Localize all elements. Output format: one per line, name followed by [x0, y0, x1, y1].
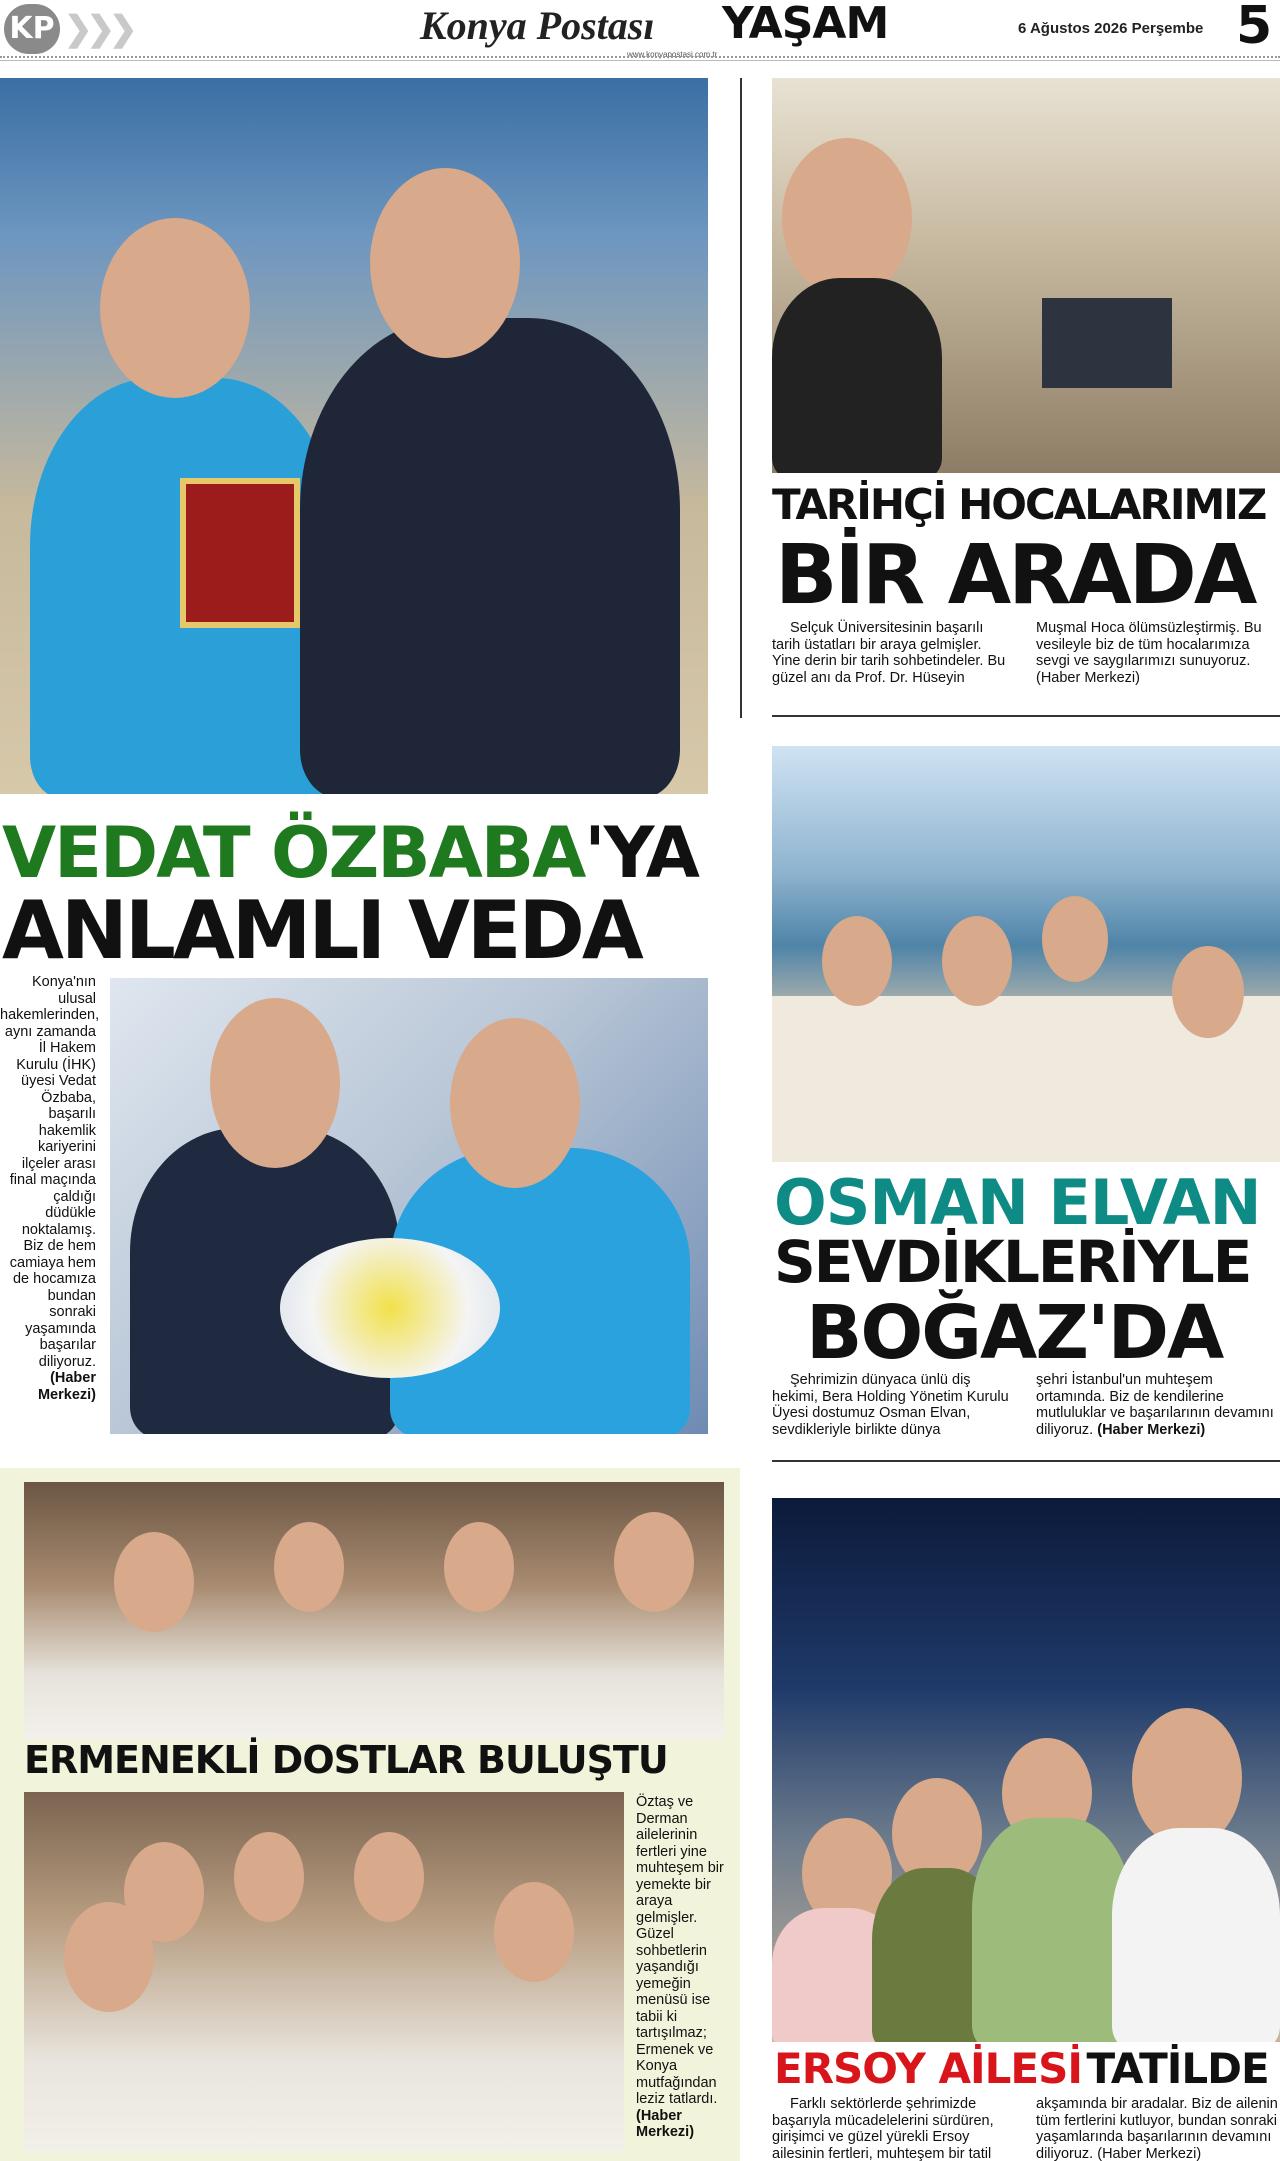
figure-head [274, 1522, 344, 1612]
header-rule [0, 56, 1280, 61]
monitor-icon [1042, 298, 1172, 388]
figure-head [782, 138, 912, 298]
figure-head [1132, 1708, 1242, 1848]
ersoy-col-2: akşamında bir aradalar. Biz de ailenin tüm fertlerini kutluyor, bundan sonraki yaşamlarında başarılarının devamını diliyoruz. (Haber Merkezi) [1036, 2096, 1278, 2161]
photo-bosphorus-dinner [772, 746, 1280, 1162]
headline-osman-3: BOĞAZ'DA [806, 1290, 1223, 1376]
headline-ersoy [774, 2044, 1269, 2093]
photo-farewell-flowers [110, 978, 708, 1434]
figure-head [210, 998, 340, 1168]
tarihci-col-2: Muşmal Hoca ölümsüzleştirmiş. Bu vesileyle biz de tüm hocalarımıza sevgi ve saygılarımızı sunuyoruz. (Haber Merkezi) [1036, 620, 1262, 686]
figure-person [772, 278, 942, 473]
figure-person [972, 1818, 1132, 2042]
ermenek-body [636, 1794, 732, 2141]
figure-head [494, 1882, 574, 1982]
figure-head [822, 916, 892, 1006]
column-divider [740, 78, 742, 718]
osman-credit: (Haber Merkezi) [1097, 1421, 1206, 1438]
osman-col-1: Şehrimizin dünyaca ünlü diş hekimi, Bera Holding Yönetim Kurulu Üyesi dostumuz Osman Elvan, sevdikleriyle birlikte dünya [772, 1372, 1009, 1438]
headline-vedat-green: VEDAT ÖZBABA [2, 812, 585, 894]
issue-date: 6 Ağustos 2026 Perşembe [1018, 20, 1204, 37]
kp-logo: KP [4, 4, 60, 54]
vedat-body-text: Konya'nın ulusal hakemlerinden, aynı zamanda İl Hakem Kurulu (İHK) üyesi Vedat Özbaba, başarılı hakemlik kariyerini ilçeler arası final maçında çaldığı düdükle noktalamış. Biz de hem camiaya hem de hocamıza bundan sonraki yaşamında başarılar diliyoruz. [0, 974, 100, 1370]
headline-vedat-2: ANLAMLI VEDA [2, 884, 641, 977]
bouquet-icon [280, 1238, 500, 1378]
ermenek-body-text: Öztaş ve Derman ailelerinin fertleri yine muhteşem bir yemekte bir araya gelmişler. Güzel sohbetlerin yaşandığı yemeğin menüsü ise tabii ki tartışılmaz; Ermenek ve Konya mutfağından leziz tatlardı. [636, 1794, 724, 2107]
headline-osman-name: OSMAN ELVAN [774, 1166, 1261, 1239]
headline-tarihci-1: TARİHÇİ HOCALARIMIZ [772, 480, 1266, 529]
page-number: 5 [1236, 0, 1273, 56]
section-name: YAŞAM [722, 0, 889, 49]
masthead [0, 0, 1280, 62]
figure-head [450, 1018, 580, 1188]
figure-head [1172, 946, 1244, 1038]
photo-ersoy-holiday [772, 1498, 1280, 2042]
figure-person [1112, 1828, 1280, 2042]
photo-ermenek-dinner-1 [24, 1482, 724, 1740]
photo-historians [772, 78, 1280, 473]
ermenek-credit: (Haber Merkezi) [636, 2107, 695, 2140]
figure-head [942, 916, 1012, 1006]
figure-head [354, 1832, 424, 1922]
headline-ermenek: ERMENEKLİ DOSTLAR BULUŞTU [24, 1738, 668, 1782]
plaque-icon [180, 478, 300, 628]
ersoy-col-1: Farklı sektörlerde şehrimizde başarıyla mücadelelerini sürdüren, girişimci ve güzel yürekli Ersoy ailesinin fertleri, muhteşem bir tatil [772, 2096, 994, 2161]
photo-plaque-ceremony [0, 78, 708, 794]
rule-osman [772, 1460, 1280, 1462]
photo-ermenek-dinner-2 [24, 1792, 624, 2152]
figure-official [300, 318, 680, 794]
headline-vedat-suffix: 'YA [584, 812, 698, 894]
tarihci-col-1: Selçuk Üniversitesinin başarılı tarih üstatları bir araya gelmişler. Yine derin bir tarih sohbetindeler. Bu güzel anı da Prof. Dr. Hüseyin [772, 620, 1006, 686]
figure-head [100, 218, 250, 398]
paper-name: Konya Postası [420, 3, 655, 48]
figure-head [64, 1902, 154, 2012]
osman-col-2-text: şehri İstanbul'un muhteşem ortamında. Biz de kendilerine mutluluklar ve başarılarının devamını diliyoruz. [1036, 1372, 1274, 1438]
headline-ersoy-suffix: TATİLDE [1086, 2044, 1269, 2093]
vedat-credit: (Haber Merkezi) [37, 1370, 96, 1403]
figure-head [1042, 896, 1108, 982]
figure-head [444, 1522, 514, 1612]
headline-osman-2: SEVDİKLERİYLE [774, 1228, 1251, 1296]
figure-head [234, 1832, 304, 1922]
vedat-body [0, 974, 100, 1403]
rule-tarihci [772, 715, 1280, 717]
headline-ersoy-red: ERSOY AİLESİ [774, 2044, 1082, 2093]
figure-head [614, 1512, 694, 1612]
osman-col-2 [1036, 1372, 1280, 1438]
headline-tarihci-2: BİR ARADA [775, 528, 1255, 623]
figure-head [370, 168, 520, 358]
headline-vedat-name [2, 812, 698, 894]
chevrons-icon: ❯❯❯ [64, 10, 132, 48]
site-url: www.konyapostasi.com.tr [627, 50, 718, 59]
figure-head [114, 1532, 194, 1632]
